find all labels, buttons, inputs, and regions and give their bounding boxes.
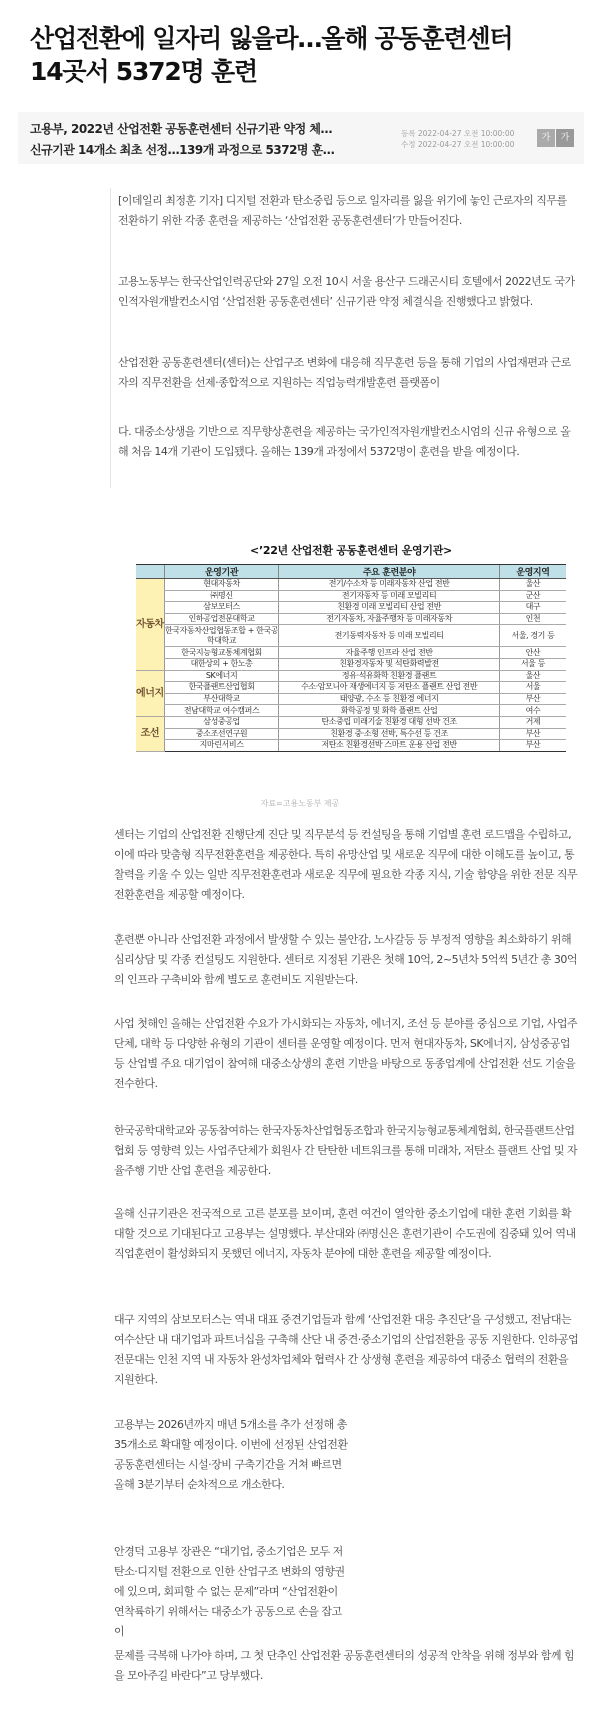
table-cell: 전기/수소차 등 미래자동차 산업 전반 <box>279 579 500 591</box>
table-cell: 중소조선연구원 <box>164 728 279 740</box>
table-cell: 인하공업전문대학교 <box>164 613 279 625</box>
table-cell: 울산 <box>499 670 566 682</box>
body-paragraph: 고용노동부는 한국산업인력공단와 27일 오전 10시 서울 용산구 드래곤시티 호텔에서 2022년도 국가인적자원개발컨소시엄 ‘산업전환 공동훈련센터’ 신규기관 약정 체결식을 진행했다고 밝혔다. <box>118 275 575 308</box>
article-dates <box>401 128 514 150</box>
operators-table <box>136 564 566 752</box>
table-cell: 거제 <box>499 716 566 728</box>
table-row <box>136 613 566 625</box>
table-cell: 전남대학교 여수캠퍼스 <box>164 705 279 717</box>
table-cell: 인천 <box>499 613 566 625</box>
table-source: 자료=고용노동부 제공 <box>260 799 340 808</box>
table-header-row <box>136 565 566 579</box>
table-cell: 전기자동차, 자율주행차 등 미래자동차 <box>279 613 500 625</box>
header-sector <box>136 565 164 579</box>
body-paragraph: [이데일리 최정훈 기자] 디지털 전환과 탄소중립 등으로 일자리를 잃을 위기에 놓인 근로자의 직무를 전환하기 위한 각종 훈련을 제공하는 ‘산업전환 공동훈련센터’가 만들어진다. <box>118 194 567 227</box>
header-operator: 운영기관 <box>164 565 279 579</box>
table-row <box>136 740 566 752</box>
sector-automotive: 자동차 <box>136 579 164 671</box>
header-training-field: 주요 훈련분야 <box>279 565 500 579</box>
table-cell: 서울 등 <box>499 658 566 670</box>
body-paragraph: 문제를 극복해 나가야 하며, 그 첫 단추인 산업전환 공동훈련센터의 성공적 안착을 위해 정부와 함께 힘을 모아주길 바란다”고 당부했다. <box>114 1649 575 1682</box>
table-cell: 부산대학교 <box>164 693 279 705</box>
body-paragraph: 센터는 기업의 산업전환 진행단계 진단 및 직무분석 등 컨설팅을 통해 기업별 훈련 로드맵을 수립하고, 이에 따라 맞춤형 직무전환훈련을 제공한다. 특히 유망산업 및 새로운 직무에 대한 이해도를 높이고, 통찰력을 키울 수 있는 일반 직무전환훈련과 새로운 직무에 필요한 각종 지식, 기술 함양을 위한 전문 직무전환훈련을 제공할 예정이다. <box>114 828 578 901</box>
sector-energy: 에너지 <box>136 670 164 716</box>
table-title: <’22년 산업전환 공동훈련센터 운영기관> <box>250 544 452 557</box>
table-cell: 전기자동차 등 미래 모빌리티 <box>279 590 500 602</box>
body-paragraph: 안경덕 고용부 장관은 “대기업, 중소기업은 모두 저탄소·디지털 전환으로 인한 산업구조 변화의 영향권에 있으며, 회피할 수 없는 문제”라며 “산업전환이 연착륙하기 위해서는 대중소가 공동으로 손을 잡고 이 <box>114 1545 345 1638</box>
table-row <box>136 682 566 694</box>
modified-date: 수정 2022-04-27 오전 10:00:00 <box>401 140 515 149</box>
operators-table-figure <box>130 536 572 784</box>
header-region: 운영지역 <box>499 565 566 579</box>
font-size-increase-button[interactable]: 가 <box>556 129 574 147</box>
table-cell: 탄소중립 미래기술 친환경 대형 선박 건조 <box>279 716 500 728</box>
font-size-decrease-button[interactable]: 가 <box>537 129 555 147</box>
table-cell: 자율주행 인프라 산업 전반 <box>279 647 500 659</box>
table-cell: 저탄소 친환경선박 스마트 운용 산업 전반 <box>279 740 500 752</box>
body-paragraph: 대구 지역의 삼보모터스는 역내 대표 중견기업들과 함께 ‘산업전환 대응 추진단’을 구성했고, 전남대는 여수산단 내 대기업과 파트너십을 구축해 산단 내 중견·중소기업의 산업전환을 공동 지원한다. 인하공업전문대는 인천 지역 내 자동차 완성차업체와 협력사 간 상생형 훈련을 제공하여 대중소 협력의 전환을 지원한다. <box>114 1313 579 1386</box>
table-cell: 대한상의 + 한노총 <box>164 658 279 670</box>
table-cell: SK에너지 <box>164 670 279 682</box>
table-cell: 대구 <box>499 602 566 614</box>
table-row <box>136 670 566 682</box>
table-cell: 한국플랜트산업협회 <box>164 682 279 694</box>
body-paragraph: 산업전환 공동훈련센터(센터)는 산업구조 변화에 대응해 직무훈련 등을 통해 기업의 사업재편과 근로자의 직무전환을 선제·종합적으로 지원하는 직업능력개발훈련 플랫폼이 <box>118 356 571 389</box>
headline-line-2: 14곳서 5372명 훈련 <box>30 57 257 86</box>
table-cell: 친환경자동차 및 석탄화력발전 <box>279 658 500 670</box>
body-paragraph: 훈련뿐 아니라 산업전환 과정에서 발생할 수 있는 불안감, 노사갈등 등 부정적 영향을 최소화하기 위해 심리상담 및 각종 컨설팅도 지원한다. 센터로 지정된 기관은 첫해 10억, 2~5년차 5억씩 5년간 총 30억의 인프라 구축비와 함께 별도로 훈련비도 지원받는다. <box>114 933 578 986</box>
table-cell: 한국지능형교통체계협회 <box>164 647 279 659</box>
table-cell: 부산 <box>499 728 566 740</box>
table-row <box>136 658 566 670</box>
table-row <box>136 716 566 728</box>
subhead-line-2: 신규기관 14개소 최초 선정…139개 과정으로 5372명 훈… <box>30 143 335 157</box>
table-row <box>136 693 566 705</box>
table-cell: 여수 <box>499 705 566 717</box>
table-cell: 수소·암모니아 재생에너지 등 저탄소 플랜트 산업 전반 <box>279 682 500 694</box>
table-cell: 군산 <box>499 590 566 602</box>
table-row <box>136 625 566 647</box>
table-row <box>136 647 566 659</box>
table-cell: 울산 <box>499 579 566 591</box>
table-cell: 정유·석유화학 친환경 플랜트 <box>279 670 500 682</box>
table-row <box>136 705 566 717</box>
table-cell: 한국자동차산업협동조합 + 한국공학대학교 <box>164 625 279 645</box>
headline <box>30 22 575 88</box>
table-row <box>136 602 566 614</box>
table-cell: 화학공정 및 화학 플랜트 산업 <box>279 705 500 717</box>
table-cell: 현대자동차 <box>164 579 279 591</box>
body-paragraph: 고용부는 2026년까지 매년 5개소를 추가 선정해 총 35개소로 확대할 예정이다. 이번에 선정된 산업전환 공동훈련센터는 시설·장비 구축기간을 거쳐 빠르면 올해 3분기부터 순차적으로 개소한다. <box>114 1418 348 1491</box>
body-paragraph: 한국공학대학교와 공동참여하는 한국자동차산업협동조합과 한국지능형교통체계협회, 한국플랜트산업협회 등 영향력 있는 사업주단체가 회원사 간 탄탄한 네트워크를 통해 미래차, 저탄소 플랜트 산업 및 자율주행 기반 산업 훈련을 제공한다. <box>114 1124 578 1177</box>
table-cell: 부산 <box>499 693 566 705</box>
table-cell: 안산 <box>499 647 566 659</box>
table-cell: 친환경 중·소형 선박, 특수선 등 건조 <box>279 728 500 740</box>
body-paragraph: 사업 첫해인 올해는 산업전환 수요가 가시화되는 자동차, 에너지, 조선 등 분야를 중심으로 기업, 사업주단체, 대학 등 다양한 유형의 기관이 센터를 운영할 예정이다. 먼저 현대자동차, SK에너지, 삼성중공업 등 산업별 주요 대기업이 참여해 대중소상생의 훈련 기반을 바탕으로 동종업계에 산업전환 선도 기술을 전수한다. <box>114 1017 578 1090</box>
body-divider <box>110 188 111 488</box>
body-paragraph: 다. 대중소상생을 기반으로 직무향상훈련을 제공하는 국가인적자원개발컨소시엄의 신규 유형으로 올해 처음 14개 기관이 도입됐다. 올해는 139개 과정에서 5372명이 훈련을 받을 예정이다. <box>118 425 571 458</box>
sector-shipbuilding: 조선 <box>136 716 164 751</box>
table-cell: 서울 <box>499 682 566 694</box>
body-paragraph: 올해 신규기관은 전국적으로 고른 분포를 보이며, 훈련 여건이 열악한 중소기업에 대한 훈련 기회를 확대할 것으로 기대된다고 고용부는 설명했다. 부산대와 ㈜명신은 훈련기관이 수도권에 집중돼 있어 역내 직업훈련이 활성화되지 못했던 에너지, 자동차 분야에 대한 훈련을 제공할 예정이다. <box>114 1207 576 1260</box>
table-cell: 친환경 미래 모빌리티 산업 전반 <box>279 602 500 614</box>
subhead-line-1: 고용부, 2022년 산업전환 공동훈련센터 신규기관 약정 체… <box>30 122 332 136</box>
table-row <box>136 590 566 602</box>
table-cell: 지마린서비스 <box>164 740 279 752</box>
table-cell: 삼보모터스 <box>164 602 279 614</box>
table-cell: 서울, 경기 등 <box>499 625 566 647</box>
headline-line-1: 산업전환에 일자리 잃을라…올해 공동훈련센터 <box>30 24 513 53</box>
table-row <box>136 728 566 740</box>
registered-date: 등록 2022-04-27 오전 10:00:00 <box>401 129 515 138</box>
table-cell: ㈜명신 <box>164 590 279 602</box>
table-row <box>136 579 566 591</box>
table-cell: 전기동력자동차 등 미래 모빌리티 <box>279 625 500 647</box>
table-cell: 태양광, 수소 등 친환경 에너지 <box>279 693 500 705</box>
table-cell: 삼성중공업 <box>164 716 279 728</box>
table-cell: 부산 <box>499 740 566 752</box>
